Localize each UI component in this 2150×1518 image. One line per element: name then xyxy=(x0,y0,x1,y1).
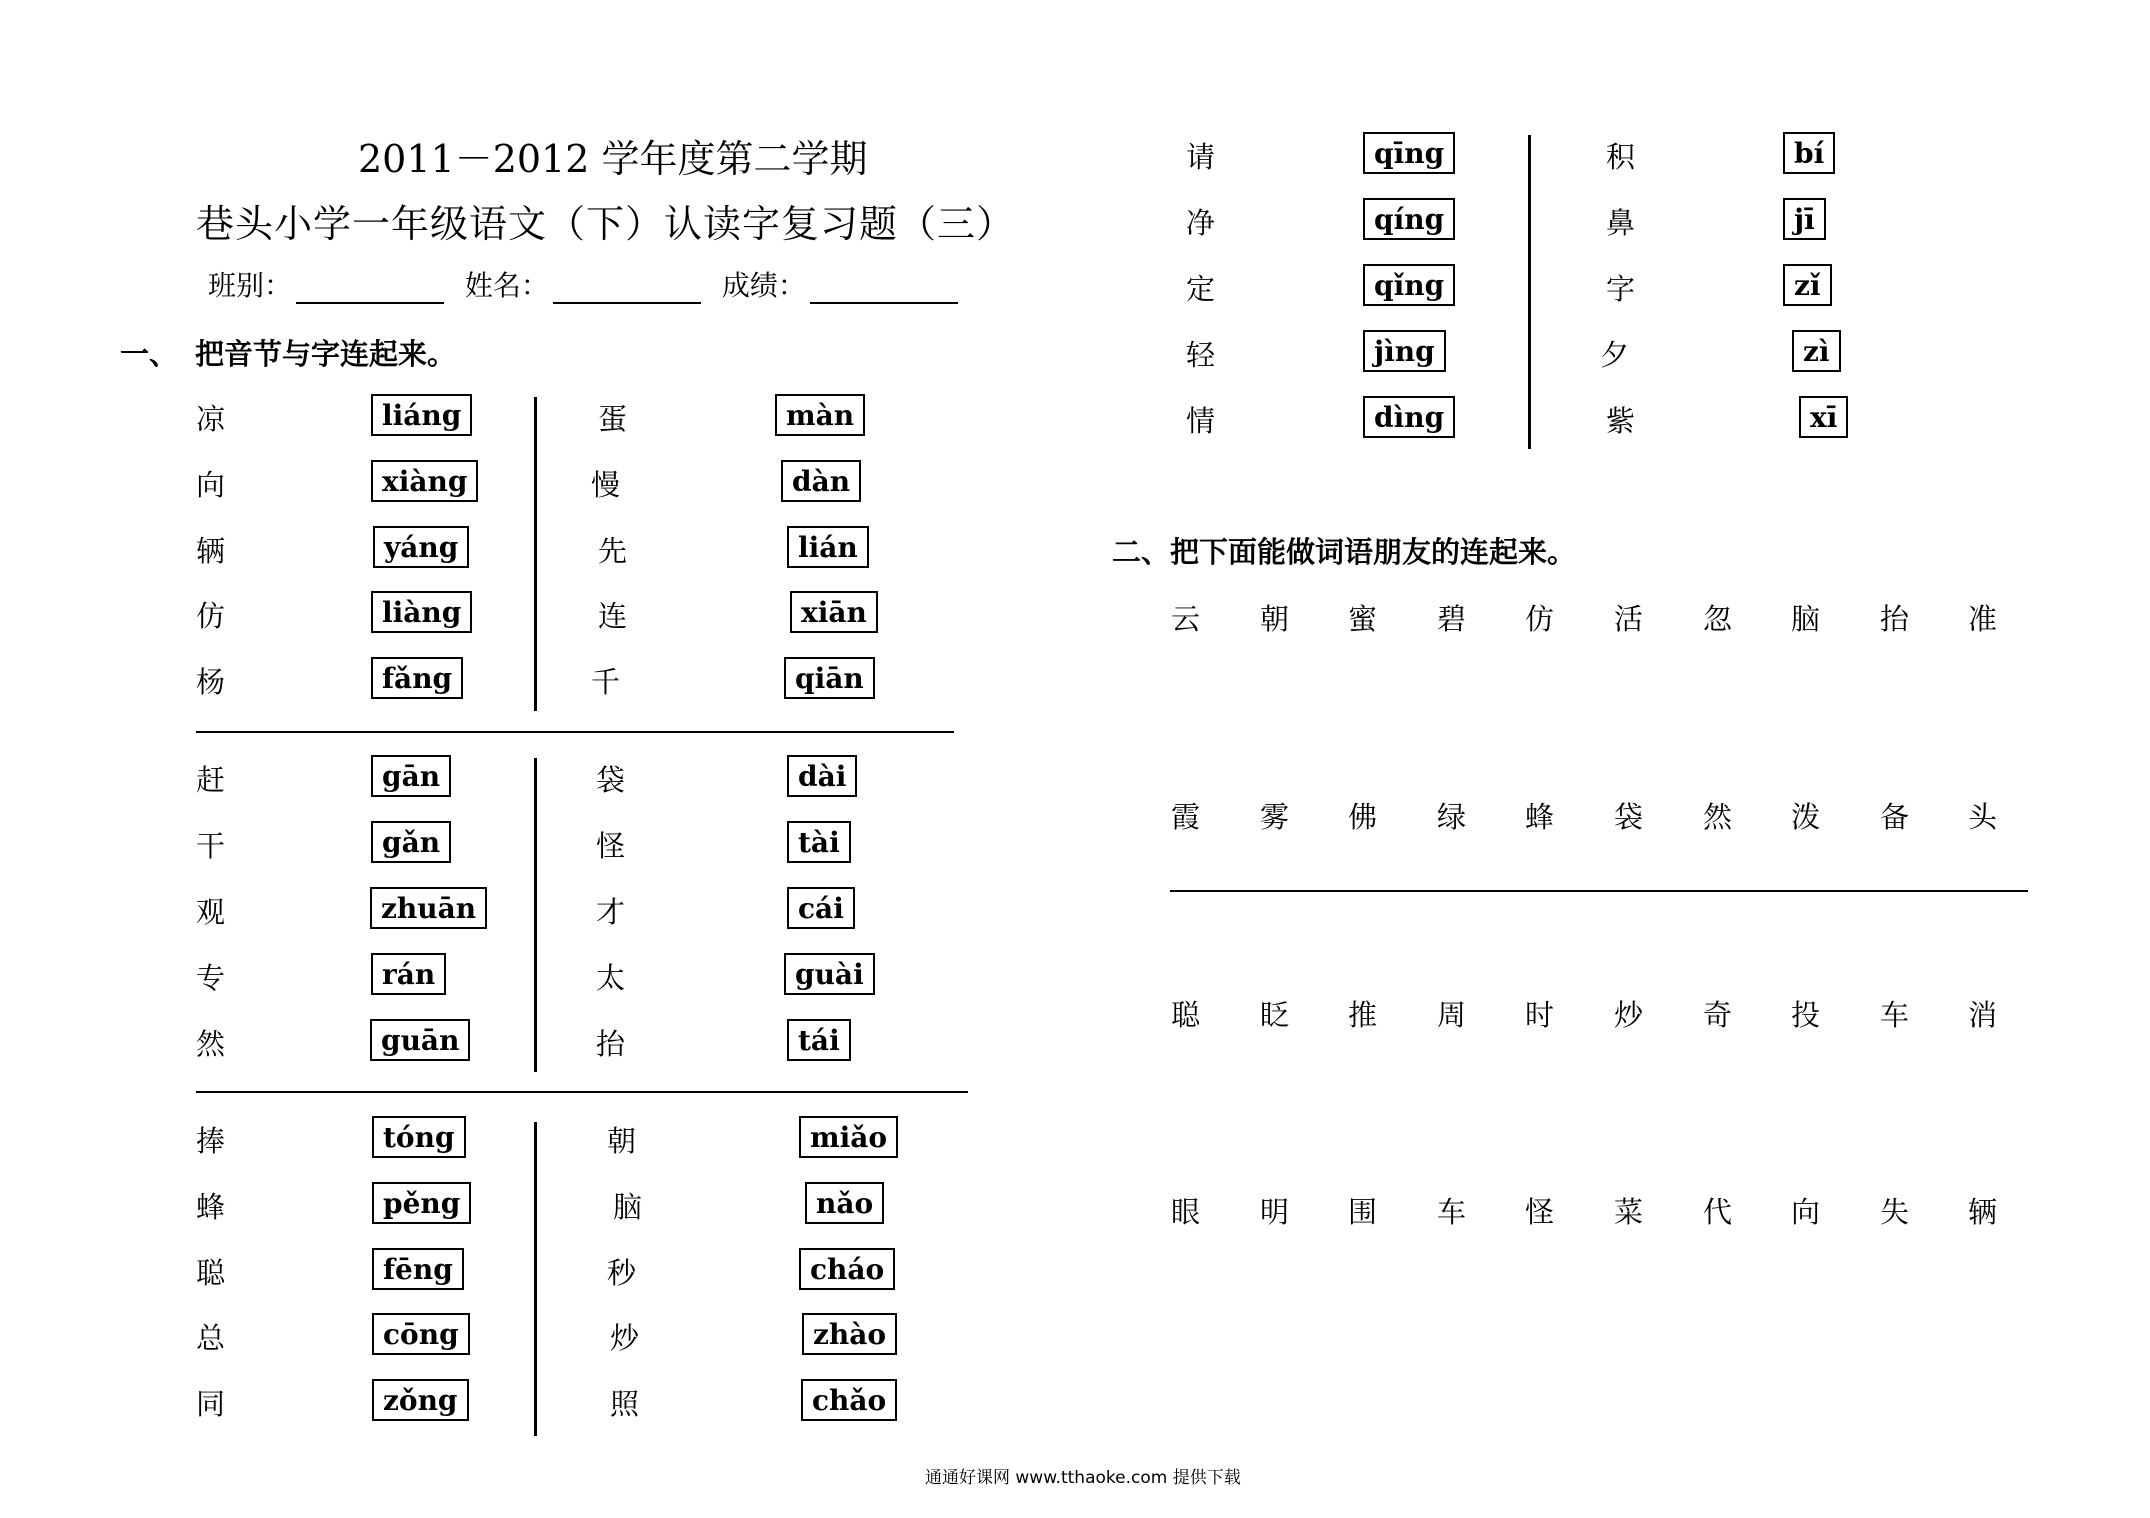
word-char[interactable]: 然 xyxy=(1703,800,1733,834)
word-char[interactable]: 忽 xyxy=(1703,602,1733,636)
pinyin-box[interactable]: zhào xyxy=(802,1313,897,1355)
pinyin-box[interactable]: jìng xyxy=(1363,330,1446,372)
pinyin-box[interactable]: cōng xyxy=(372,1313,470,1355)
divider-vertical xyxy=(534,758,537,1072)
char-left: 辆 xyxy=(196,534,226,568)
pinyin-box[interactable]: chǎo xyxy=(801,1379,897,1421)
char-left: 杨 xyxy=(196,665,226,699)
char-left: 总 xyxy=(196,1321,226,1355)
char-left: 凉 xyxy=(196,402,226,436)
char-left: 情 xyxy=(1186,404,1216,438)
char-right: 炒 xyxy=(610,1321,640,1355)
char-right: 先 xyxy=(598,534,628,568)
word-char[interactable]: 明 xyxy=(1260,1195,1290,1229)
word-char[interactable]: 蜂 xyxy=(1525,800,1555,834)
pinyin-box[interactable]: liáng xyxy=(371,394,472,436)
char-left: 仿 xyxy=(196,599,226,633)
char-right: 鼻 xyxy=(1606,206,1636,240)
word-char[interactable]: 眼 xyxy=(1171,1195,1201,1229)
char-left: 向 xyxy=(196,468,226,502)
word-char[interactable]: 抬 xyxy=(1880,602,1910,636)
char-right: 太 xyxy=(596,961,626,995)
char-left: 观 xyxy=(196,895,226,929)
pinyin-box[interactable]: cái xyxy=(787,887,855,929)
word-char[interactable]: 脑 xyxy=(1791,602,1821,636)
char-right: 夕 xyxy=(1600,338,1630,372)
word-char[interactable]: 雾 xyxy=(1260,800,1290,834)
word-char[interactable]: 向 xyxy=(1791,1195,1821,1229)
word-char[interactable]: 备 xyxy=(1880,800,1910,834)
pinyin-box[interactable]: qíng xyxy=(1363,198,1455,240)
class-label: 班别： xyxy=(208,269,293,302)
char-right: 朝 xyxy=(607,1124,637,1158)
name-label: 姓名： xyxy=(464,269,549,302)
pinyin-box[interactable]: liàng xyxy=(371,591,472,633)
word-char[interactable]: 周 xyxy=(1437,998,1467,1032)
score-blank[interactable] xyxy=(810,300,958,304)
word-char[interactable]: 云 xyxy=(1171,602,1201,636)
pinyin-box[interactable]: xī xyxy=(1799,396,1848,438)
word-char[interactable]: 奇 xyxy=(1703,998,1733,1032)
char-left: 蜂 xyxy=(196,1190,226,1224)
word-char[interactable]: 绿 xyxy=(1437,800,1467,834)
char-right: 怪 xyxy=(596,829,626,863)
divider-horizontal xyxy=(196,731,954,733)
pinyin-box[interactable]: zǐ xyxy=(1783,264,1832,306)
pinyin-box[interactable]: dàn xyxy=(781,460,861,502)
word-char[interactable]: 时 xyxy=(1525,998,1555,1032)
char-left: 赶 xyxy=(196,763,226,797)
pinyin-box[interactable]: gān xyxy=(371,755,451,797)
char-left: 请 xyxy=(1186,140,1216,174)
char-right: 袋 xyxy=(596,763,626,797)
char-right: 慢 xyxy=(591,468,621,502)
char-left: 聪 xyxy=(196,1256,226,1290)
word-char[interactable]: 袋 xyxy=(1614,800,1644,834)
title-line-2: 巷头小学一年级语文（下）认读字复习题（三） xyxy=(196,202,1016,246)
pinyin-box[interactable]: pěng xyxy=(372,1182,471,1224)
pinyin-box[interactable]: tài xyxy=(787,821,851,863)
word-char[interactable]: 消 xyxy=(1968,998,1998,1032)
word-char[interactable]: 佛 xyxy=(1348,800,1378,834)
char-right: 千 xyxy=(591,665,621,699)
word-char[interactable]: 围 xyxy=(1348,1195,1378,1229)
char-right: 字 xyxy=(1606,272,1636,306)
char-right: 抬 xyxy=(596,1027,626,1061)
divider-vertical xyxy=(534,1122,537,1436)
char-left: 捧 xyxy=(196,1124,226,1158)
divider-vertical xyxy=(1528,135,1531,449)
word-char[interactable]: 投 xyxy=(1791,998,1821,1032)
pinyin-box[interactable]: zì xyxy=(1792,330,1841,372)
char-right: 蛋 xyxy=(598,402,628,436)
pinyin-box[interactable]: dài xyxy=(787,755,857,797)
word-char[interactable]: 菜 xyxy=(1614,1195,1644,1229)
pinyin-box[interactable]: gǎn xyxy=(371,821,451,863)
char-right: 照 xyxy=(610,1387,640,1421)
char-right: 才 xyxy=(596,895,626,929)
char-left: 轻 xyxy=(1186,338,1216,372)
pinyin-box[interactable]: zǒng xyxy=(372,1379,469,1421)
pinyin-box[interactable]: qīng xyxy=(1363,132,1455,174)
word-char[interactable]: 车 xyxy=(1437,1195,1467,1229)
section-1-title: 把音节与字连起来。 xyxy=(195,337,457,371)
pinyin-box[interactable]: dìng xyxy=(1363,396,1455,438)
word-char[interactable]: 推 xyxy=(1348,998,1378,1032)
pinyin-box[interactable]: tái xyxy=(787,1019,851,1061)
pinyin-box[interactable]: miǎo xyxy=(799,1116,898,1158)
char-right: 紫 xyxy=(1606,404,1636,438)
word-char[interactable]: 眨 xyxy=(1260,998,1290,1032)
char-left: 净 xyxy=(1186,206,1216,240)
pinyin-box[interactable]: jī xyxy=(1783,198,1826,240)
word-char[interactable]: 代 xyxy=(1703,1195,1733,1229)
word-char[interactable]: 失 xyxy=(1880,1195,1910,1229)
word-char[interactable]: 碧 xyxy=(1437,602,1467,636)
char-right: 秒 xyxy=(607,1256,637,1290)
score-label: 成绩： xyxy=(721,269,806,302)
divider-horizontal xyxy=(196,1091,968,1093)
pinyin-box[interactable]: lián xyxy=(787,526,869,568)
student-info-row xyxy=(208,264,970,304)
footer-credit: 通通好课网 www.tthaoke.com 提供下载 xyxy=(925,1468,1241,1488)
pinyin-box[interactable]: guān xyxy=(370,1019,470,1061)
divider-vertical xyxy=(534,397,537,711)
word-char[interactable]: 怪 xyxy=(1525,1195,1555,1229)
char-left: 干 xyxy=(196,829,226,863)
char-left: 专 xyxy=(196,961,226,995)
divider-horizontal xyxy=(1170,890,2028,892)
char-right: 脑 xyxy=(613,1190,643,1224)
pinyin-box[interactable]: xiàng xyxy=(371,460,478,502)
word-char[interactable]: 仿 xyxy=(1525,602,1555,636)
pinyin-box[interactable]: fǎng xyxy=(371,657,463,699)
pinyin-box[interactable]: zhuān xyxy=(370,887,487,929)
name-blank[interactable] xyxy=(553,300,701,304)
pinyin-box[interactable]: qǐng xyxy=(1363,264,1455,306)
word-char[interactable]: 辆 xyxy=(1968,1195,1998,1229)
pinyin-box[interactable]: rán xyxy=(371,953,446,995)
pinyin-box[interactable]: bí xyxy=(1783,132,1835,174)
word-char[interactable]: 蜜 xyxy=(1348,602,1378,636)
pinyin-box[interactable]: guài xyxy=(784,953,875,995)
pinyin-box[interactable]: qiān xyxy=(784,657,875,699)
word-char[interactable]: 准 xyxy=(1968,602,1998,636)
word-char[interactable]: 霞 xyxy=(1171,800,1201,834)
section-2-title: 二、把下面能做词语朋友的连起来。 xyxy=(1112,535,1577,569)
pinyin-box[interactable]: màn xyxy=(775,394,865,436)
char-right: 积 xyxy=(1606,140,1636,174)
word-char[interactable]: 头 xyxy=(1968,800,1998,834)
word-char[interactable]: 泼 xyxy=(1791,800,1821,834)
char-left: 定 xyxy=(1186,272,1216,306)
word-char[interactable]: 炒 xyxy=(1614,998,1644,1032)
char-left: 然 xyxy=(196,1027,226,1061)
pinyin-box[interactable]: tóng xyxy=(372,1116,466,1158)
title-line-1: 2011－2012 学年度第二学期 xyxy=(358,137,868,181)
pinyin-box[interactable]: cháo xyxy=(799,1248,895,1290)
word-char[interactable]: 活 xyxy=(1614,602,1644,636)
pinyin-box[interactable]: fēng xyxy=(372,1248,464,1290)
pinyin-box[interactable]: xiān xyxy=(790,591,878,633)
word-char[interactable]: 聪 xyxy=(1171,998,1201,1032)
pinyin-box[interactable]: yáng xyxy=(373,526,469,568)
pinyin-box[interactable]: nǎo xyxy=(805,1182,884,1224)
char-left: 同 xyxy=(196,1387,226,1421)
section-1-number: 一、 xyxy=(120,337,179,371)
class-blank[interactable] xyxy=(296,300,444,304)
word-char[interactable]: 朝 xyxy=(1260,602,1290,636)
char-right: 连 xyxy=(598,599,628,633)
word-char[interactable]: 车 xyxy=(1880,998,1910,1032)
